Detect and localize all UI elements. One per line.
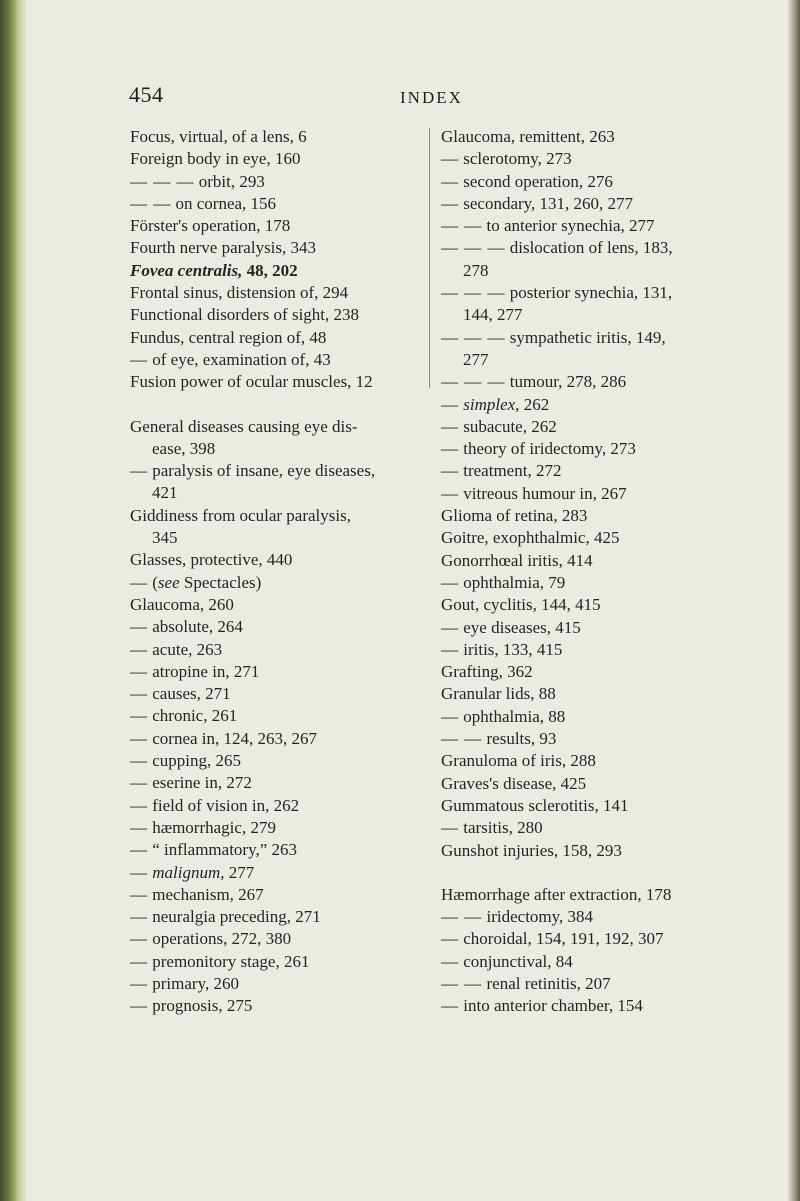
entry-text: Focus, virtual, of a lens, 6	[130, 127, 307, 146]
entry-text: mechanism, 267	[152, 884, 264, 904]
page-number: 454	[129, 82, 164, 107]
index-entry	[441, 394, 793, 416]
index-entry	[441, 215, 793, 237]
index-entry	[441, 483, 793, 505]
entry-text: Fusion power of ocular muscles, 12	[130, 372, 373, 392]
index-entry	[441, 817, 793, 839]
ditto-dash: —	[130, 349, 148, 369]
ditto-dash: —	[130, 884, 148, 904]
entry-text: Gunshot injuries, 158, 293	[441, 840, 622, 860]
index-entry	[441, 973, 793, 995]
entry-text: dislocation of lens, 183,	[509, 238, 673, 258]
ditto-dash: —	[130, 973, 148, 993]
entry-text: 345	[152, 528, 178, 548]
index-entry	[130, 817, 430, 839]
ditto-dash: —	[130, 996, 148, 1016]
entry-text: paralysis of insane, eye diseases,	[152, 461, 376, 481]
entry-text: 421	[152, 483, 178, 503]
entry-text: Fundus, central region of, 48	[130, 327, 327, 347]
ditto-dash: — —	[441, 216, 483, 236]
ditto-dash: —	[441, 483, 459, 503]
ditto-dash: —	[130, 907, 148, 927]
entry-text: 144, 277	[463, 305, 523, 325]
entry-text: cupping, 265	[152, 751, 242, 771]
ditto-dash: — — —	[130, 171, 195, 191]
index-entry	[441, 795, 793, 817]
entry-text: iridectomy, 384	[486, 907, 594, 927]
entry-text: tarsitis, 280	[463, 818, 543, 838]
entry-text: renal retinitis, 207	[486, 973, 611, 993]
entry-text: orbit, 293	[198, 171, 265, 191]
running-head: INDEX	[400, 88, 463, 107]
index-entry	[441, 572, 793, 594]
ditto-dash: — —	[441, 973, 483, 993]
index-entry	[130, 371, 430, 393]
index-entry	[130, 416, 430, 438]
index-entry	[441, 282, 793, 304]
ditto-dash: —	[130, 951, 148, 971]
index-entry	[130, 862, 430, 884]
index-entry	[130, 906, 430, 928]
index-entry	[441, 995, 793, 1017]
ditto-dash: —	[130, 728, 148, 748]
index-entry	[130, 951, 430, 973]
index-entry	[441, 416, 793, 438]
index-entry	[130, 193, 430, 215]
ditto-dash: —	[130, 773, 148, 793]
index-entry	[441, 750, 793, 772]
ditto-dash: —	[441, 394, 459, 414]
index-entry	[130, 527, 430, 549]
index-entry	[441, 460, 793, 482]
index-entry	[130, 126, 430, 148]
index-entry	[130, 928, 430, 950]
index-entry	[130, 973, 430, 995]
entry-text: causes, 271	[152, 684, 231, 704]
index-entry	[130, 728, 430, 750]
ditto-dash: —	[441, 951, 459, 971]
entry-text: Gummatous sclerotitis, 141	[441, 795, 629, 815]
index-entry	[130, 482, 430, 504]
index-entry	[441, 237, 793, 259]
entry-text: vitreous humour in, 267	[463, 483, 627, 503]
entry-text: 277	[463, 349, 489, 369]
entry-text: Grafting, 362	[441, 662, 533, 682]
entry-text: posterior synechia, 131,	[509, 283, 673, 303]
entry-text: secondary, 131, 260, 277	[463, 193, 634, 213]
index-entry	[130, 282, 430, 304]
entry-text: Glaucoma, remittent, 263	[441, 127, 615, 146]
entry-text: theory of iridectomy, 273	[463, 439, 636, 459]
entry-text: Gonorrhœal iritis, 414	[441, 550, 593, 570]
index-entry	[441, 371, 793, 393]
page-edge-shadow	[788, 0, 800, 1201]
index-entry	[441, 884, 793, 906]
index-entry	[441, 661, 793, 683]
ditto-dash: — —	[130, 193, 172, 213]
ditto-dash: — — —	[441, 372, 506, 392]
index-entry	[441, 594, 793, 616]
entry-text: Hæmorrhage after extraction, 178	[441, 884, 672, 904]
ditto-dash: —	[130, 862, 148, 882]
index-column-right	[441, 126, 793, 1018]
entry-text: to anterior synechia, 277	[486, 216, 655, 236]
entry-text: of eye, examination of, 43	[152, 349, 331, 369]
book-page	[26, 0, 788, 1201]
entry-text: neuralgia preceding, 271	[152, 907, 321, 927]
entry-text: Glioma of retina, 283	[441, 506, 588, 526]
index-entry	[130, 148, 430, 170]
book-gutter-shadow	[0, 0, 26, 1201]
ditto-dash: —	[130, 795, 148, 815]
entry-text: Förster's operation, 178	[130, 216, 291, 236]
entry-text: simplex, 262	[463, 394, 550, 414]
ditto-dash: — —	[441, 729, 483, 749]
entry-text: Goitre, exophthalmic, 425	[441, 528, 620, 548]
entry-text: sympathetic iritis, 149,	[509, 327, 666, 347]
ditto-dash: —	[130, 461, 148, 481]
index-entry	[441, 527, 793, 549]
ditto-dash: —	[130, 684, 148, 704]
ditto-dash: —	[130, 661, 148, 681]
entry-text: treatment, 272	[463, 461, 562, 481]
ditto-dash: —	[441, 639, 459, 659]
ditto-dash: —	[130, 817, 148, 837]
index-column-left	[130, 126, 430, 1018]
entry-text: 278	[463, 260, 489, 280]
entry-text: premonitory stage, 261	[152, 951, 310, 971]
entry-text: (see Spectacles)	[152, 572, 262, 592]
index-entry	[130, 594, 430, 616]
entry-text: General diseases causing eye dis-	[130, 416, 358, 436]
entry-text: iritis, 133, 415	[463, 639, 563, 659]
ditto-dash: —	[441, 929, 459, 949]
index-entry	[441, 148, 793, 170]
index-entry	[130, 572, 430, 594]
entry-text: ease, 398	[152, 438, 216, 458]
entry-text: acute, 263	[152, 639, 223, 659]
ditto-dash: —	[441, 572, 459, 592]
entry-text: ophthalmia, 79	[463, 572, 566, 592]
index-entry	[441, 617, 793, 639]
entry-text: prognosis, 275	[152, 996, 253, 1016]
index-entry	[441, 951, 793, 973]
page-header	[26, 82, 788, 112]
entry-text: ophthalmia, 88	[463, 706, 566, 726]
entry-text: Foreign body in eye, 160	[130, 149, 301, 169]
ditto-dash: —	[130, 572, 148, 592]
ditto-dash: — —	[441, 907, 483, 927]
index-entry	[130, 795, 430, 817]
index-entry	[130, 995, 430, 1017]
index-entry	[130, 438, 430, 460]
entry-text: Glasses, protective, 440	[130, 550, 293, 570]
entry-text: cornea in, 124, 263, 267	[152, 728, 318, 748]
entry-text: results, 93	[486, 729, 557, 749]
index-entry	[130, 639, 430, 661]
ditto-dash: —	[130, 639, 148, 659]
ditto-dash: —	[130, 840, 148, 860]
ditto-dash: —	[441, 193, 459, 213]
ditto-dash: —	[441, 996, 459, 1016]
index-entry	[441, 840, 793, 862]
index-entry	[130, 750, 430, 772]
entry-text: on cornea, 156	[175, 193, 277, 213]
index-entry	[441, 906, 793, 928]
index-entry	[130, 884, 430, 906]
index-entry	[441, 773, 793, 795]
ditto-dash: —	[130, 617, 148, 637]
ditto-dash: —	[130, 706, 148, 726]
index-entry	[130, 839, 430, 861]
index-entry	[130, 705, 430, 727]
ditto-dash: —	[441, 818, 459, 838]
entry-text: Fovea centralis, 48, 202	[130, 260, 298, 280]
entry-text: Functional disorders of sight, 238	[130, 305, 360, 325]
index-entry	[441, 171, 793, 193]
entry-text: tumour, 278, 286	[509, 372, 627, 392]
index-entry	[441, 304, 793, 326]
ditto-dash: —	[441, 706, 459, 726]
index-entry	[441, 639, 793, 661]
entry-text: chronic, 261	[152, 706, 238, 726]
index-entry	[130, 349, 430, 371]
entry-text: Granuloma of iris, 288	[441, 751, 596, 771]
entry-text: eye diseases, 415	[463, 617, 581, 637]
ditto-dash: —	[130, 929, 148, 949]
ditto-dash: — — —	[441, 238, 506, 258]
index-entry	[130, 260, 430, 282]
entry-text: Gout, cyclitis, 144, 415	[441, 595, 601, 615]
ditto-dash: —	[441, 439, 459, 459]
index-entry	[441, 728, 793, 750]
index-entry	[441, 126, 793, 148]
entry-text: “ inflammatory,” 263	[152, 840, 298, 860]
index-entry	[130, 171, 430, 193]
entry-text: operations, 272, 380	[152, 929, 292, 949]
index-entry	[441, 327, 793, 349]
entry-text: second operation, 276	[463, 171, 613, 191]
index-entry	[441, 349, 793, 371]
index-entry	[130, 505, 430, 527]
entry-text: Granular lids, 88	[441, 684, 556, 704]
index-entry	[130, 661, 430, 683]
index-entry	[130, 549, 430, 571]
entry-text: into anterior chamber, 154	[463, 996, 643, 1016]
index-entry	[441, 706, 793, 728]
index-entry	[441, 438, 793, 460]
index-entry	[441, 683, 793, 705]
index-entry	[130, 215, 430, 237]
index-entry	[441, 550, 793, 572]
entry-text: subacute, 262	[463, 416, 557, 436]
entry-text: atropine in, 271	[152, 661, 260, 681]
index-entry	[130, 460, 430, 482]
entry-text: primary, 260	[152, 973, 239, 993]
ditto-dash: —	[441, 617, 459, 637]
entry-text: Frontal sinus, distension of, 294	[130, 283, 349, 303]
index-entry	[130, 327, 430, 349]
entry-text: Graves's disease, 425	[441, 773, 587, 793]
index-entry	[130, 304, 430, 326]
index-entry	[441, 505, 793, 527]
entry-text: Fourth nerve paralysis, 343	[130, 238, 317, 258]
ditto-dash: — — —	[441, 327, 506, 347]
index-entry	[441, 260, 793, 282]
index-entry	[441, 193, 793, 215]
entry-text: hæmorrhagic, 279	[152, 817, 276, 837]
entry-text: eserine in, 272	[152, 773, 252, 793]
ditto-dash: —	[130, 751, 148, 771]
entry-text: field of vision in, 262	[152, 795, 300, 815]
entry-text: sclerotomy, 273	[463, 149, 572, 169]
entry-text: malignum, 277	[152, 862, 255, 882]
ditto-dash: —	[441, 149, 459, 169]
entry-text: Glaucoma, 260	[130, 594, 234, 614]
ditto-dash: —	[441, 461, 459, 481]
index-entry	[130, 772, 430, 794]
index-entry	[130, 616, 430, 638]
ditto-dash: —	[441, 416, 459, 436]
entry-text: Giddiness from ocular paralysis,	[130, 505, 351, 525]
index-entry	[130, 683, 430, 705]
index-entry	[441, 928, 793, 950]
entry-text: choroidal, 154, 191, 192, 307	[463, 929, 664, 949]
index-entry	[130, 237, 430, 259]
entry-text: absolute, 264	[152, 617, 243, 637]
ditto-dash: — — —	[441, 283, 506, 303]
entry-text: conjunctival, 84	[463, 951, 573, 971]
ditto-dash: —	[441, 171, 459, 191]
